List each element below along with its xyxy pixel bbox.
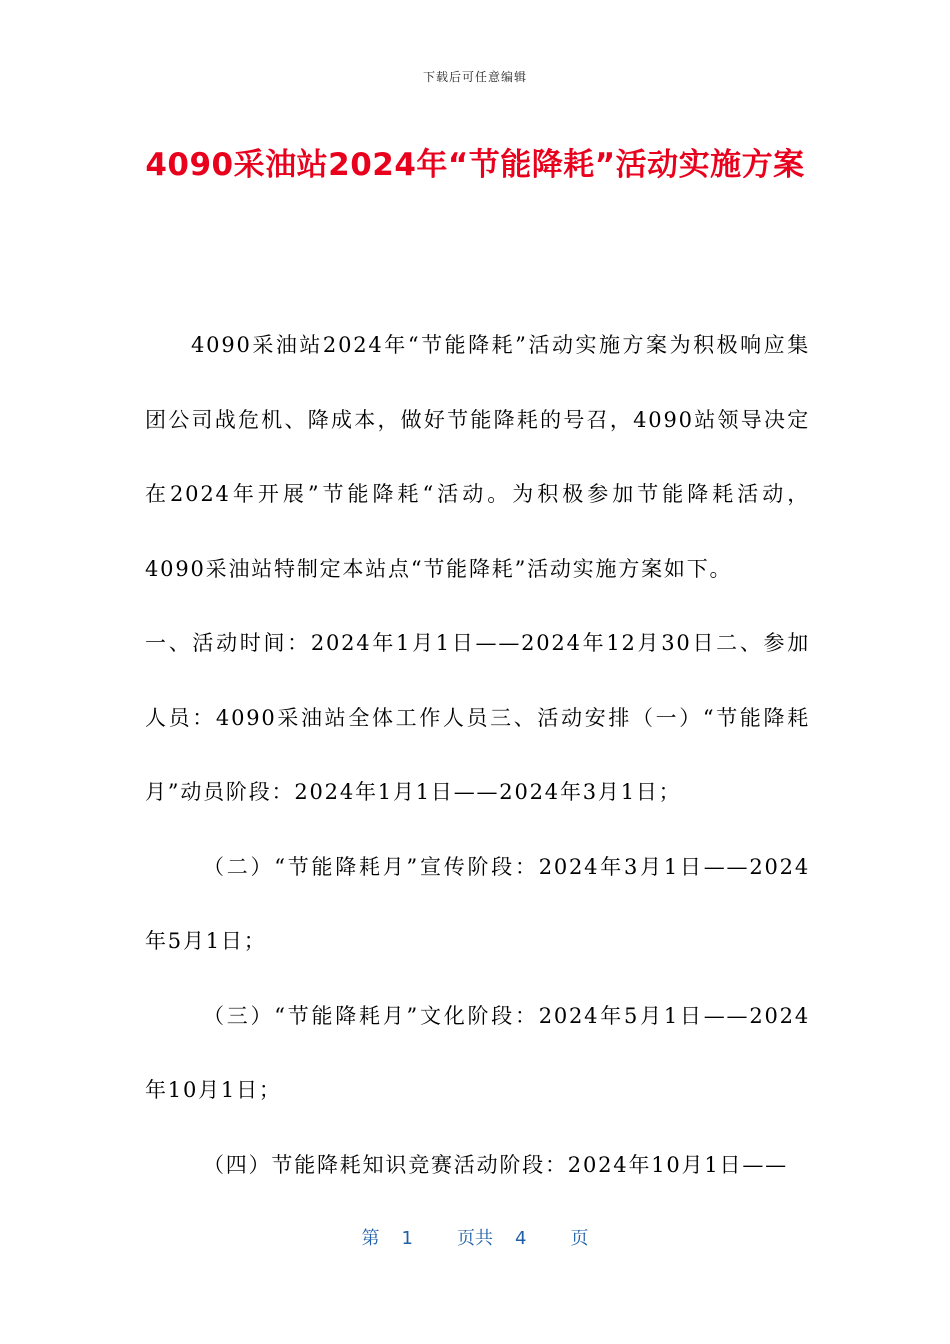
paragraph-schedule: 一、活动时间：2024年1月1日——2024年12月30日二、参加人员：4090采油站全体工作人员三、活动安排（一）“节能降耗月”动员阶段：2024年1月1日——2024年3月1日； — [145, 631, 810, 804]
footer-middle: 页共 — [457, 1228, 493, 1249]
paragraph-phase-4: （四）节能降耗知识竞赛活动阶段：2024年10月1日—— — [203, 1152, 788, 1177]
footer-total-pages: 4 — [515, 1228, 527, 1249]
paragraph-phase-3: （三）“节能降耗月”文化阶段：2024年5月1日——2024年10月1日； — [145, 1003, 810, 1102]
header-note: 下载后可任意编辑 — [422, 70, 527, 84]
page-footer — [0, 1224, 950, 1250]
footer-prefix: 第 — [361, 1228, 380, 1249]
document-body — [145, 308, 810, 1202]
document-title: 4090采油站2024年“节能降耗”活动实施方案 — [145, 147, 805, 183]
footer-page-number: 1 — [401, 1228, 413, 1249]
paragraph-phase-2: （二）“节能降耗月”宣传阶段：2024年3月1日——2024年5月1日； — [145, 854, 810, 953]
footer-suffix: 页 — [570, 1228, 589, 1249]
paragraph-intro: 4090采油站2024年“节能降耗”活动实施方案为积极响应集团公司战危机、降成本，做好节能降耗的号召，4090站领导决定在2024年开展”节能降耗“活动。为积极参加节能降耗活动，4090采油站特制定本站点“节能降耗”活动实施方案如下。 — [145, 333, 810, 581]
